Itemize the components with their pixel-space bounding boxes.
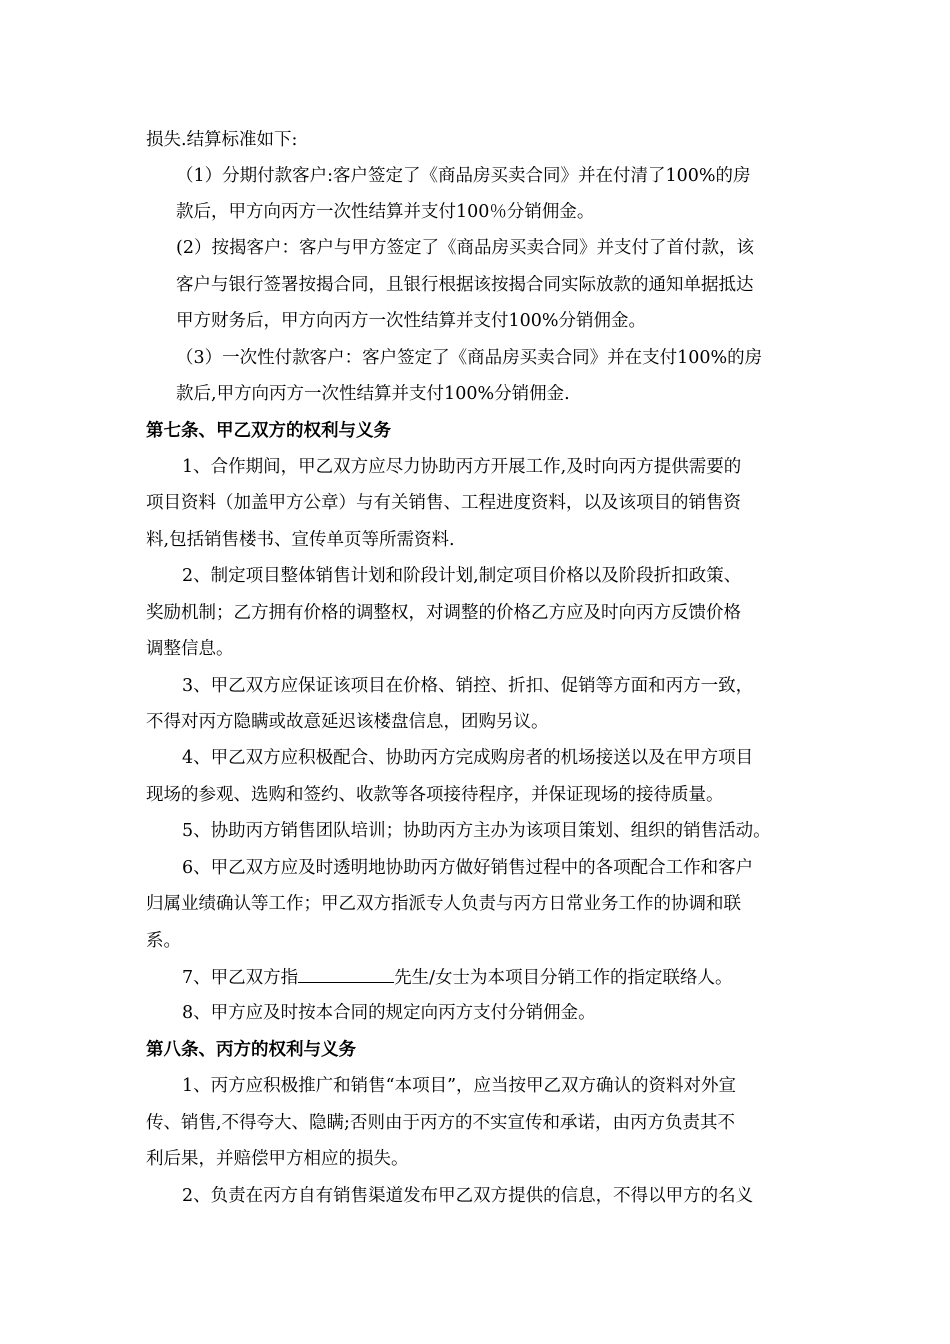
text-line: 甲方财务后，甲方向丙方一次性结算并支付100%分销佣金。: [176, 311, 647, 331]
text-line: 料,包括销售楼书、宣传单页等所需资料.: [146, 530, 455, 550]
text-line: 2、负责在丙方自有销售渠道发布甲乙双方提供的信息，不得以甲方的名义: [182, 1186, 754, 1206]
text-line: 传、销售,不得夸大、隐瞒;否则由于丙方的不实宣传和承诺，由丙方负责其不: [146, 1113, 735, 1133]
text-line: 奖励机制；乙方拥有价格的调整权，对调整的价格乙方应及时向丙方反馈价格: [146, 603, 741, 623]
text-line: 款后，甲方向丙方一次性结算并支付100％分销佣金。: [176, 202, 595, 222]
text-segment: 先生/女士为本项目分销工作的指定联络人。: [394, 968, 733, 988]
section-heading: 第八条、丙方的权利与义务: [146, 1040, 356, 1060]
text-line: 损失.结算标准如下:: [146, 130, 298, 150]
text-line: （3）一次性付款客户：客户签定了《商品房买卖合同》并在支付100%的房: [176, 348, 763, 368]
text-line: 现场的参观、选购和签约、收款等各项接待程序，并保证现场的接待质量。: [146, 785, 724, 805]
text-line-with-blank: [182, 965, 733, 990]
fill-in-blank: [298, 965, 394, 983]
section-heading: 第七条、甲乙双方的权利与义务: [146, 421, 391, 441]
text-line: 2、制定项目整体销售计划和阶段计划,制定项目价格以及阶段折扣政策、: [182, 566, 742, 586]
text-line: 项目资料（加盖甲方公章）与有关销售、工程进度资料，以及该项目的销售资: [146, 493, 741, 513]
text-line: 4、甲乙双方应积极配合、协助丙方完成购房者的机场接送以及在甲方项目: [182, 748, 754, 768]
text-line: (2）按揭客户：客户与甲方签定了《商品房买卖合同》并支付了首付款，该: [176, 238, 754, 258]
text-line: 8、甲方应及时按本合同的规定向丙方支付分销佣金。: [182, 1003, 596, 1023]
text-line: 客户与银行签署按揭合同，且银行根据该按揭合同实际放款的通知单据抵达: [176, 275, 754, 295]
text-line: 不得对丙方隐瞒或故意延迟该楼盘信息，团购另议。: [146, 712, 549, 732]
text-line: 6、甲乙双方应及时透明地协助丙方做好销售过程中的各项配合工作和客户: [182, 858, 754, 878]
text-line: 3、甲乙双方应保证该项目在价格、销控、折扣、促销等方面和丙方一致，: [182, 676, 754, 696]
text-line: 系。: [146, 931, 181, 951]
text-line: 款后,甲方向丙方一次性结算并支付100%分销佣金.: [176, 384, 570, 404]
text-line: 5、协助丙方销售团队培训；协助丙方主办为该项目策划、组织的销售活动。: [182, 821, 771, 841]
text-segment: 7、甲乙双方指: [182, 968, 299, 988]
text-line: （1）分期付款客户:客户签定了《商品房买卖合同》并在付清了100%的房: [176, 166, 751, 186]
text-line: 利后果，并赔偿甲方相应的损失。: [146, 1149, 409, 1169]
text-line: 归属业绩确认等工作；甲乙双方指派专人负责与丙方日常业务工作的协调和联: [146, 894, 741, 914]
text-line: 1、合作期间，甲乙双方应尽力协助丙方开展工作,及时向丙方提供需要的: [182, 457, 742, 477]
text-line: 调整信息。: [146, 639, 234, 659]
text-line: 1、丙方应积极推广和销售“本项目”，应当按甲乙双方确认的资料对外宣: [182, 1076, 737, 1096]
